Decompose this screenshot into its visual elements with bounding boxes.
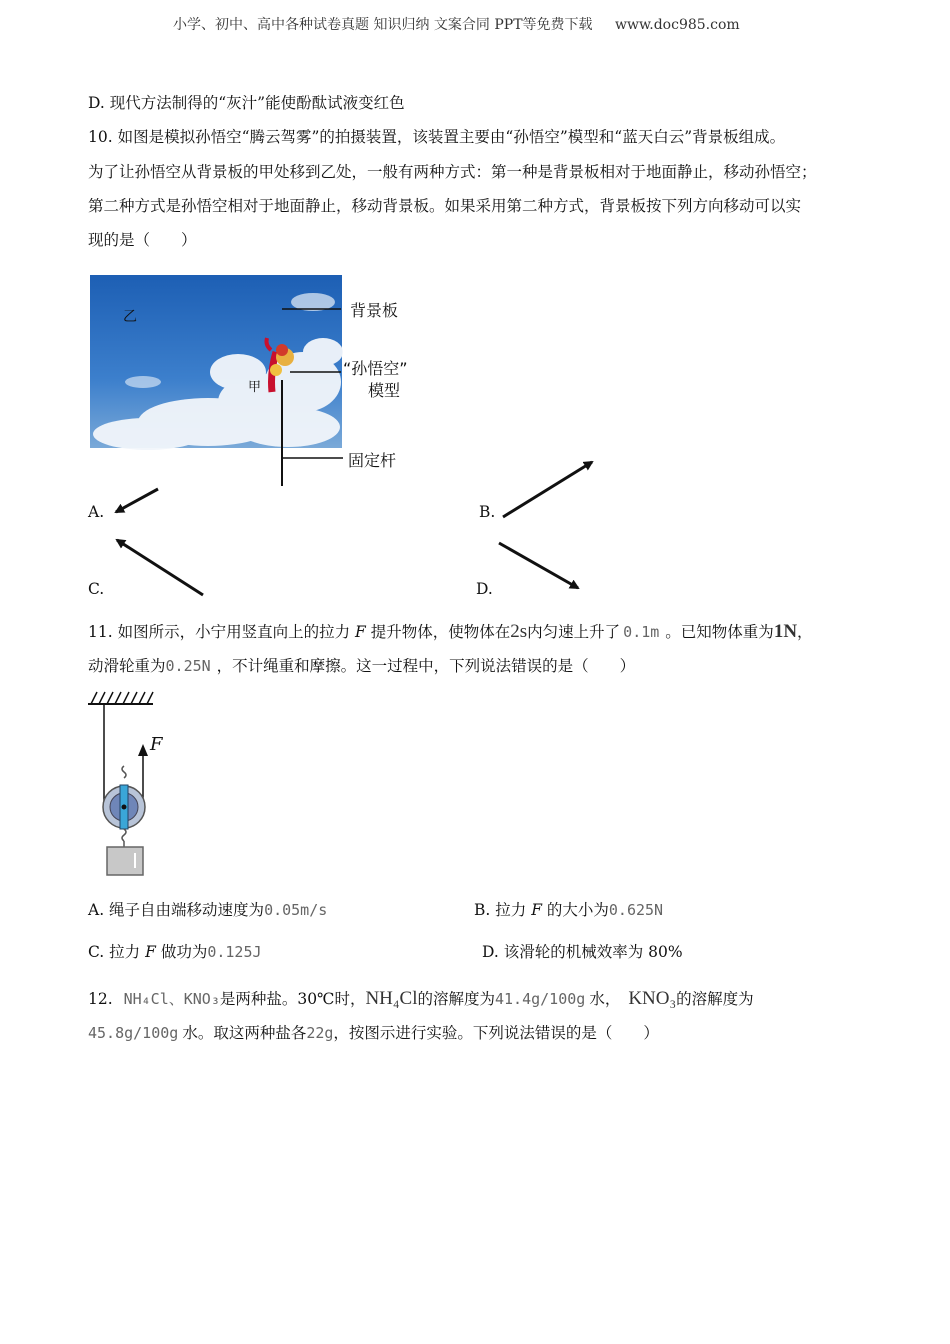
arrow-option-d <box>499 543 578 588</box>
q11-text: 动滑轮重为 <box>88 657 166 675</box>
q11-option-c-text: 做功为 <box>160 943 208 961</box>
q12-kno3: KNO₃ <box>628 988 677 1009</box>
q11-text: 。已知物体重为 <box>665 623 774 641</box>
force-arrow <box>138 744 148 756</box>
q11-text: 内匀速上升了 <box>527 623 621 641</box>
q10-line-3: 第二种方式是孙悟空相对于地面静止，移动背景板。如果采用第二种方式，背景板按下列方向移动可以实 <box>88 197 802 215</box>
q11-option-d[interactable]: D. 该滑轮的机械效率为 80% <box>482 943 683 961</box>
ceiling-hatch <box>91 692 153 704</box>
q11-text: ，不计绳重和摩擦。这一过程中，下列说法错误的是（ ） <box>216 657 636 675</box>
q9-option-d: D. 现代方法制得的“灰汁”能使酚酞试液变红色 <box>88 94 405 112</box>
q12-solubility-1: 41.4g/100g <box>495 990 586 1008</box>
q10-option-b[interactable]: B. <box>479 503 496 521</box>
label-model-2: 模型 <box>368 381 401 400</box>
q11-line-1 <box>88 622 813 642</box>
q11-weight: 1N <box>773 621 798 642</box>
arrow-option-a <box>116 489 158 512</box>
label-model-1: “孙悟空” <box>343 359 408 378</box>
q12-line-1 <box>88 989 754 1009</box>
q11-option-c-value: 0.125J <box>207 943 262 961</box>
q11-option-c[interactable] <box>88 942 262 962</box>
load-block <box>107 847 143 875</box>
arrow-option-c <box>117 540 203 595</box>
q11-option-b-force: F <box>531 901 542 919</box>
q10-line-1: 10. 如图是模拟孙悟空“腾云驾雾”的拍摄装置，该装置主要由“孙悟空”模型和“蓝天白云”背景板组成。 <box>88 128 786 146</box>
force-label: F <box>150 734 163 755</box>
label-rod: 固定杆 <box>348 451 397 470</box>
q11-option-b[interactable] <box>474 900 663 920</box>
q11-force-symbol: F <box>355 623 366 641</box>
q11-option-a-value: 0.05m/s <box>264 901 328 919</box>
q12-text: 是两种盐。30℃时， <box>219 990 366 1008</box>
upper-hook <box>122 766 126 778</box>
q11-line-2 <box>88 656 635 676</box>
q10-line-2: 为了让孙悟空从背景板的甲处移到乙处，一般有两种方式：第一种是背景板相对于地面静止，移动孙悟空； <box>88 163 817 181</box>
q11-text: 11. 如图所示，小宁用竖直向上的拉力 <box>88 623 351 641</box>
q12-text: ，按图示进行实验。下列说法错误的是（ ） <box>333 1024 659 1042</box>
q11-time: 2s <box>510 621 528 642</box>
header-text: 小学、初中、高中各种试卷真题 知识归纳 文案合同 PPT等免费下载 <box>173 17 593 33</box>
q11-option-a[interactable] <box>88 900 327 920</box>
q12-text: 的溶解度为 <box>676 990 754 1008</box>
q11-option-c-text: C. 拉力 <box>88 943 141 961</box>
q10-option-c[interactable]: C. <box>88 580 105 598</box>
q11-option-a-text: A. 绳子自由端移动速度为 <box>88 901 265 919</box>
q10-option-arrows <box>0 0 950 620</box>
q12-line-2 <box>88 1023 659 1043</box>
q11-option-b-text: B. 拉力 <box>474 901 527 919</box>
q11-pulley-weight: 0.25N <box>165 657 211 675</box>
header-url[interactable]: www.doc985.com <box>614 17 740 33</box>
q12-mass: 22g <box>306 1024 334 1042</box>
label-jia: 甲 <box>248 380 262 395</box>
q10-option-d[interactable]: D. <box>476 580 493 598</box>
q11-text: 提升物体，使物体在 <box>370 623 511 641</box>
arrow-option-b <box>503 462 592 517</box>
q11-option-b-text: 的大小为 <box>546 901 609 919</box>
lower-hook <box>122 829 126 841</box>
q11-text: ， <box>797 623 813 641</box>
q12-solubility-2: 45.8g/100g <box>88 1024 179 1042</box>
q12-salts: NH₄Cl、KNO₃ <box>123 990 220 1008</box>
q11-height: 0.1m <box>623 623 660 641</box>
q10-line-4: 现的是（ ） <box>88 231 197 249</box>
q12-text: 水。取这两种盐各 <box>182 1024 307 1042</box>
q12-text: 的溶解度为 <box>417 990 495 1008</box>
q12-nh4cl: NH₄Cl <box>365 988 418 1009</box>
q12-text: 水， <box>589 990 621 1008</box>
q12-number: 12. <box>88 990 113 1008</box>
pulley-axle <box>122 805 127 810</box>
q11-pulley-figure <box>85 688 185 880</box>
label-board: 背景板 <box>350 301 399 320</box>
q11-option-c-force: F <box>145 943 156 961</box>
q10-option-a[interactable]: A. <box>88 503 105 521</box>
label-yi: 乙 <box>123 309 137 325</box>
q11-option-b-value: 0.625N <box>608 901 664 919</box>
